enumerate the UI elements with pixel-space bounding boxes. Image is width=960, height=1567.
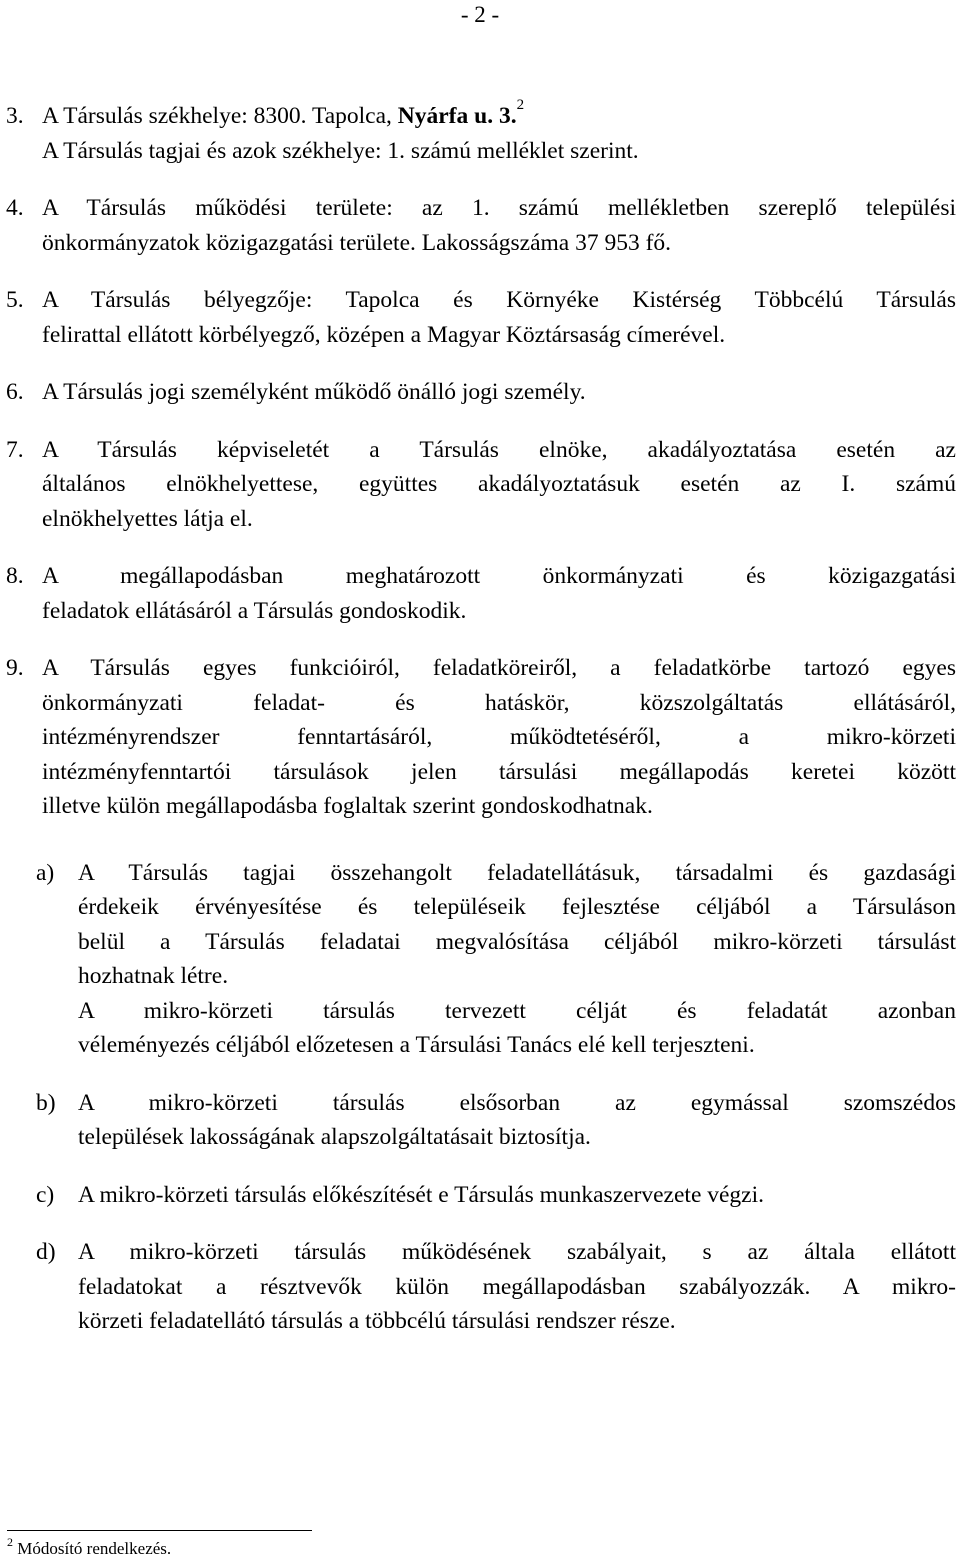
section-3-line-1: A Társulás székhelye: 8300. Tapolca, Nyárfa u. 3.$^2$ [42, 97, 525, 129]
section-number: 8. [6, 563, 24, 589]
section-number: 5. [6, 287, 24, 313]
section-number: 6. [6, 379, 24, 405]
page-number: - 2 - [460, 2, 500, 27]
section-3 [6, 99, 956, 168]
document-body [6, 99, 956, 1362]
footnote-mark: 2 [7, 1535, 13, 1549]
section-9: 9. A Társulás egyes funkcióiról, feladatköreiről, a feladatkörbe tartozó egyes önkormányzati feladat- és hatáskör, közszolgáltatás ellátásáról, intézményrendszer fenntartásáról, működtetéséről, a mikro-körzeti intézményfenntartói társulások jelen társulási megállapodás keretei között illetve külön megállapodásba foglaltak szerint gondoskodhatnak. [6, 651, 956, 824]
section-7: 7. A Társulás képviseletét a Társulás elnöke, akadályoztatása esetén az általános elnökhelyettese, együttes akadályoztatásuk esetén az I. számú elnökhelyettes látja el. [6, 433, 956, 537]
subsection-a: a) A Társulás tagjai összehangolt feladatellátásuk, társadalmi és gazdasági érdekeik érvényesítése és településeik fejlesztése céljából a Társuláson belül a Társulás feladatai megvalósítása céljából mikro-körzeti társulást hozhatnak létre. A mikro-körzeti társulás tervezett célját és feladatát azonban véleményezés céljából előzetesen a Társulási Tanács elé kell terjeszteni. [36, 856, 956, 1063]
section-6: 6. A Társulás jogi személyként működő önálló jogi személy. [6, 375, 956, 410]
footnote-ref[interactable]: 2 [516, 97, 525, 113]
subsection-d: d) A mikro-körzeti társulás működésének szabályait, s az általa ellátott feladatokat a résztvevők külön megállapodásban szabályozzák. A mikro- körzeti feladatellátó társulás a többcélú társulási rendszer része. [36, 1235, 956, 1339]
subsection-label: d) [36, 1239, 56, 1265]
section-5: 5. A Társulás bélyegzője: Tapolca és Környéke Kistérség Többcélú Társulás felirattal ellátott körbélyegző, középen a Magyar Köztársaság címerével. [6, 283, 956, 352]
subsection-label: c) [36, 1181, 55, 1208]
section-number: 4. [6, 195, 24, 221]
subsection-b: b) A mikro-körzeti társulás elsősorban az egymással szomszédos települések lakosságának alapszolgáltatásait biztosítja. [36, 1086, 956, 1155]
footnote-text: Módosító rendelkezés. [17, 1539, 172, 1558]
subsection-c: c) A mikro-körzeti társulás előkészítését e Társulás munkaszervezete végzi. [36, 1178, 956, 1213]
section-4: 4. A Társulás működési területe: az 1. számú mellékletben szereplő települési önkormányzatok közigazgatási területe. Lakosságszáma 37 953 fő. [6, 191, 956, 260]
address-bold: Nyárfa u. 3. [397, 103, 517, 129]
subsection-label: a) [36, 859, 55, 886]
section-number: 9. [6, 655, 24, 681]
footnote [7, 1535, 172, 1560]
section-8: 8. A megállapodásban meghatározott önkormányzati és közigazgatási feladatok ellátásáról a Társulás gondoskodik. [6, 559, 956, 628]
section-number: 7. [6, 436, 24, 463]
subsection-label: b) [36, 1089, 56, 1116]
footnote-divider [7, 1530, 312, 1531]
section-3-line-2: A Társulás tagjai és azok székhelye: 1. számú melléklet szerint. [42, 137, 639, 164]
section-number: 3. [6, 103, 24, 129]
